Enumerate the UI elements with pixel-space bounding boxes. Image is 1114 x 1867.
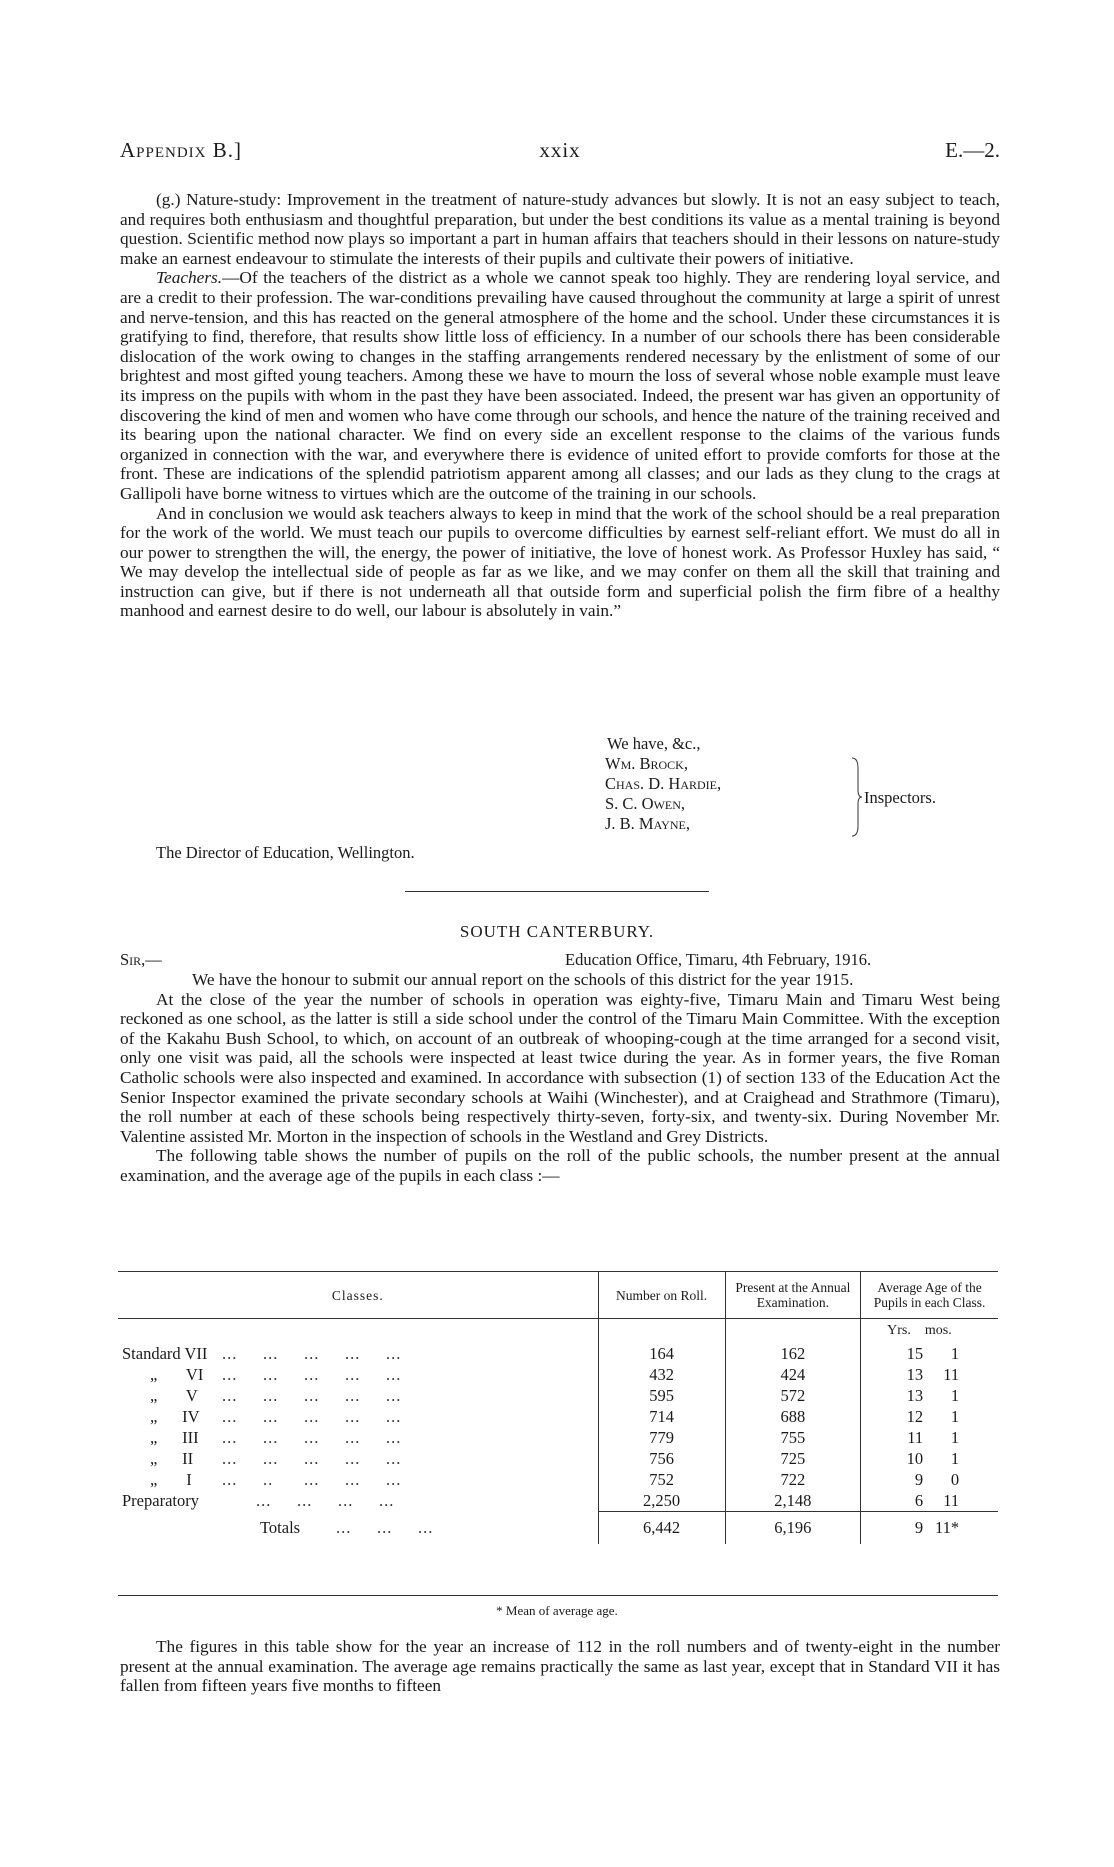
- header-roll: Number on Roll.: [598, 1272, 725, 1319]
- class-name: Preparatory: [122, 1490, 199, 1510]
- age-years: 11: [907, 1427, 924, 1447]
- table-row: [118, 1448, 998, 1469]
- upper-body: [120, 190, 1000, 621]
- table-row: [118, 1385, 998, 1406]
- table-bottom-rule: [118, 1595, 998, 1596]
- class-name: „ VI: [150, 1364, 204, 1384]
- table-header-row: [118, 1272, 998, 1319]
- addressee: The Director of Education, Wellington.: [156, 843, 415, 862]
- section-title: SOUTH CANTERBURY.: [459, 922, 655, 941]
- age-years: 13: [906, 1364, 924, 1384]
- header-average-age: Average Age of the Pupils in each Class.: [861, 1272, 998, 1319]
- present-value: 162: [725, 1343, 861, 1364]
- age-months: 11: [943, 1490, 960, 1510]
- leader-dots: ... ... ... ... ...: [222, 1448, 402, 1468]
- present-value: 755: [725, 1427, 861, 1448]
- leader-dots: ... ... ...: [336, 1517, 434, 1537]
- paragraph-table-intro: The following table shows the number of pupils on the roll of the public schools, the number present at the annual examination, and the average age of the pupils in each class :—: [120, 1146, 1000, 1185]
- totals-present: 6,196: [725, 1512, 861, 1544]
- leader-dots: ... ... ... ... ...: [222, 1406, 402, 1426]
- section-divider: [405, 891, 709, 892]
- appendix-label: Appendix B.]: [120, 138, 243, 162]
- present-value: 572: [725, 1385, 861, 1406]
- class-name: „ III: [150, 1427, 199, 1447]
- age-months: 1: [950, 1427, 960, 1447]
- leader-dots: ... ... ... ... ...: [222, 1427, 402, 1447]
- present-value: 722: [725, 1469, 861, 1490]
- paragraph-teachers: Teachers.—Of the teachers of the district as a whole we cannot speak too highly. They are rendering loyal service, and are a credit to their profession. The war-conditions prevailing have caused throughout the community at large a spirit of unrest and nerve-tension, and this has reacted on the general atmosphere of the home and the school. Under these circumstances it is gratifying to find, therefore, that results show little loss of efficiency. In a number of our schools there has been considerable dislocation of the work owing to changes in the staffing arrangements rendered necessary by the enlistment of some of our brightest and most gifted young teachers. Among these we have to mourn the loss of several whose noble example must leave its impress on the pupils with whom in the past they have been associated. Indeed, the present war has given an opportunity of discovering the kind of men and women who have come through our schools, and hence the nature of the training received and its bearing upon the national character. We find on every side an excellent response to the claims of the various funds organized in connection with the war, and everywhere there is evidence of united effort to provide comforts for those at the front. These are indications of the splendid patriotism apparent among all classes; and our lads as they clung to the crags at Gallipoli have borne witness to virtues which are the outcome of the training in our schools.: [120, 268, 1000, 503]
- table-footnote: * Mean of average age.: [496, 1603, 618, 1618]
- present-value: 688: [725, 1406, 861, 1427]
- present-value: 424: [725, 1364, 861, 1385]
- present-value: 2,148: [725, 1490, 861, 1512]
- roll-value: 714: [598, 1406, 725, 1427]
- age-months: 11: [943, 1364, 960, 1384]
- header-classes: Classes.: [118, 1272, 598, 1319]
- roll-value: 752: [598, 1469, 725, 1490]
- age-months: 1: [950, 1385, 960, 1405]
- signatory: J. B. Mayne,: [605, 814, 690, 833]
- class-name: „ V: [150, 1385, 198, 1405]
- totals-age-months: 11*: [934, 1517, 960, 1537]
- years-unit: Yrs.: [887, 1323, 911, 1338]
- roll-value: 595: [598, 1385, 725, 1406]
- age-months: 0: [950, 1469, 960, 1489]
- age-years: 15: [906, 1343, 924, 1363]
- signatory: Wm. Brock,: [605, 754, 688, 773]
- report-code: E.—2.: [945, 138, 1000, 162]
- paragraph-conclusion: And in conclusion we would ask teachers always to keep in mind that the work of the school should be a real preparation for the work of the world. We must teach our pupils to overcome difficulties by earnest self-reliant effort. We must do all in our power to strengthen the will, the energy, the power of initiative, the love of honest work. As Professor Huxley has said, “ We may develop the intellectual side of people as far as we like, and we may confer on them all the skill that training and instruction can give, but if there is not underneath all that outside form and superficial polish the firm fibre of a healthy manhood and earnest desire to do well, our labour is absolutely in vain.”: [120, 503, 1000, 621]
- units-row: [118, 1319, 998, 1344]
- leader-dots: ... .. ... ... ...: [222, 1469, 402, 1489]
- age-months: 1: [950, 1448, 960, 1468]
- signatory: S. C. Owen,: [605, 794, 686, 813]
- age-months: 1: [950, 1343, 960, 1363]
- leader-dots: ... ... ... ... ...: [222, 1385, 402, 1405]
- age-months: 1: [950, 1406, 960, 1426]
- age-years: 9: [914, 1469, 924, 1489]
- present-value: 725: [725, 1448, 861, 1469]
- header-present: Present at the Annual Examination.: [725, 1272, 861, 1319]
- dateline: Education Office, Timaru, 4th February, 1916.: [565, 950, 872, 969]
- roll-value: 2,250: [598, 1490, 725, 1512]
- table-row: [118, 1490, 998, 1512]
- totals-age-years: 9: [914, 1517, 924, 1537]
- paragraph-schools: At the close of the year the number of schools in operation was eighty-five, Timaru Main and Timaru West being reckoned as one school, as the latter is still a side school under the control of the Timaru Main Committee. With the exception of the Kakahu Bush School, to which, on account of an outbreak of whooping-cough at the time arranged for a second visit, only one visit was paid, all the schools were inspected at least twice during the year. As in former years, the five Roman Catholic schools were also inspected and examined. In accordance with subsection (1) of section 133 of the Education Act the Senior Inspector examined the private secondary schools at Waihi (Winchester), and at Craighead and Strathmore (Timaru), the roll number at each of these schools being respectively thirty-seven, forty-six, and twenty-six. During November Mr. Valentine assisted Mr. Morton in the inspection of schools in the Westland and Grey Districts.: [120, 989, 1000, 1146]
- leader-dots: ... ... ... ... ...: [222, 1343, 402, 1363]
- age-years: 6: [914, 1490, 924, 1510]
- paragraph-submit: We have the honour to submit our annual report on the schools of this district for the year 1915.: [192, 970, 854, 989]
- roll-value: 164: [598, 1343, 725, 1364]
- totals-row: [118, 1512, 998, 1544]
- roll-value: 756: [598, 1448, 725, 1469]
- pupil-statistics-table: [118, 1271, 998, 1544]
- table-row: [118, 1364, 998, 1385]
- class-name: „ II: [150, 1448, 194, 1468]
- age-years: 10: [906, 1448, 924, 1468]
- signatory: Chas. D. Hardie,: [605, 774, 722, 793]
- running-header: [120, 138, 1000, 168]
- teachers-label: Teachers.: [156, 268, 223, 288]
- totals-roll: 6,442: [598, 1512, 725, 1544]
- table-row: [118, 1343, 998, 1364]
- paragraph-nature-study: (g.) Nature-study: Improvement in the treatment of nature-study advances but slowly. It is not an easy subject to teach, and requires both enthusiasm and thoughtful preparation, but under the best conditions its value as a mental training is beyond question. Scientific method now plays so important a part in human affairs that teachers should in their lessons on nature-study make an earnest endeavour to stimulate the interests of their pupils and cultivate their powers of initiative.: [120, 190, 1000, 268]
- roll-value: 779: [598, 1427, 725, 1448]
- inspectors-role: Inspectors.: [864, 788, 936, 807]
- signatory-brace: [850, 756, 862, 838]
- class-name: „ I: [150, 1469, 192, 1489]
- leader-dots: ... ... ... ... ...: [222, 1364, 402, 1384]
- table-row: [118, 1406, 998, 1427]
- roll-value: 432: [598, 1364, 725, 1385]
- final-paragraph-block: [120, 1637, 1000, 1696]
- totals-label: Totals: [260, 1517, 301, 1537]
- paragraph-figures: The figures in this table show for the year an increase of 112 in the roll numbers and of twenty-eight in the number present at the annual examination. The average age remains practically the same as last year, except that in Standard VII it has fallen from fifteen years five months to fifteen: [120, 1637, 1000, 1696]
- we-have-line: We have, &c.,: [607, 734, 701, 753]
- leader-dots: ... ... ... ...: [256, 1490, 395, 1510]
- class-name: Standard VII: [122, 1343, 208, 1363]
- table-row: [118, 1427, 998, 1448]
- months-unit: mos.: [924, 1323, 952, 1338]
- nature-study-label: (g.) Nature-study: [156, 190, 277, 209]
- page-number: xxix: [539, 138, 581, 162]
- class-name: „ IV: [150, 1406, 200, 1426]
- table-row: [118, 1469, 998, 1490]
- age-years: 12: [906, 1406, 924, 1426]
- south-canterbury-body: [120, 970, 1000, 1186]
- age-years: 13: [906, 1385, 924, 1405]
- salutation: Sir,—: [120, 950, 162, 969]
- signatories: [605, 754, 721, 834]
